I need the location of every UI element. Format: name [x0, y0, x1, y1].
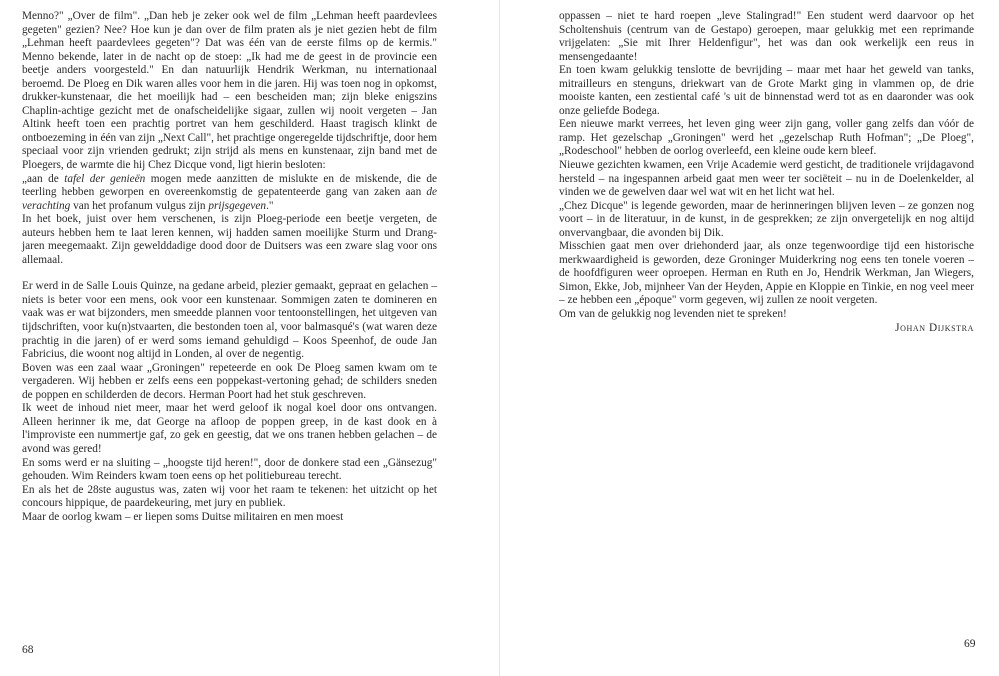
paragraph: Maar de oorlog kwam – er liepen soms Duitse militairen en men moest	[22, 510, 344, 523]
paragraph: In het boek, juist over hem verschenen, is zijn Ploeg-periode een beetje vergeten, de auteurs hebben hem te laat leren kennen, wij hadden samen moeilijke Sturm und Drang-jaren meegemaakt. Zijn gewelddadige dood door de Duitsers was een zware slag voor ons allemaal.	[22, 213, 437, 266]
paragraph: Om van de gelukkig nog levenden niet te spreken!	[559, 308, 787, 321]
paragraph: oppassen – niet te hard roepen „leve Stalingrad!" Een student werd daarvoor op het Scholtenshuis (centrum van de Gestapo) geroepen, maar gelukkig met een reprimande vrijgelaten: „Sie mit Ihrer Heldenfigur", het was dan ook werkelijk een reus in mensengedaante!	[559, 10, 974, 63]
paragraph: „Chez Dicque" is legende geworden, maar de herinneringen blijven leven – ze gonzen nog voort – in de literatuur, in de kunst, in de gesprekken; ze zijn onvergetelijk en nog altijd onvervangbaar, die avonden bij Dik.	[559, 199, 974, 239]
paragraph: Een nieuwe markt verrees, het leven ging weer zijn gang, voller gang zelfs dan vóór de ramp. Het gezelschap „Groningen" werd het „gezelschap Ruth Hofman"; „De Ploeg", „Rodeschool" hebben de oorlog overleefd, een kleine oude kern bleef.	[559, 118, 974, 158]
quote-text: mogen mede aanzitten de mislukte en de miskende, die de teerling hebben geworpen en overeenkomstig de gepatenteerde gang van zaken aan	[22, 172, 437, 199]
quote-italic: de verachting	[22, 186, 437, 212]
paragraph: Boven was een zaal waar „Groningen" repeteerde en ook De Ploeg samen kwam om te vergaderen. Wij hebben er zelfs eens een poppekast-vertoning gehad; de schilders sneden de poppen en schilderden de decors. Herman Poort had het stuk geschreven.	[22, 361, 437, 401]
quote-text: ."	[266, 199, 274, 212]
right-text-column	[559, 10, 974, 335]
page-number: 68	[22, 644, 34, 656]
quote-italic: prijsgegeven	[208, 199, 267, 212]
quote-text: „aan de	[22, 172, 65, 185]
right-page	[500, 0, 999, 676]
paragraph: Misschien gaat men over driehonderd jaar, als onze tegenwoordige tijd een historische merkwaardigheid is geworden, deze Groninger Muiderkring nog eens ten tonele voeren – de hoofdfiguren weer oproepen. Herman en Ruth en Jo, Hendrik Werkman, Jan Wiegers, Simon, Ekke, Job, mijnheer Van der Heyden, Appie en Kloppie en Tinkie, en nog veel meer – ze hebben een „époque" vorm gegeven, wij zullen ze nooit vergeten.	[559, 240, 974, 307]
werkman-quote	[22, 173, 437, 214]
paragraph: Ik weet de inhoud niet meer, maar het werd geloof ik nogal koel door ons ontvangen. Alleen herinner ik me, dat George na afloop de poppen greep, in de kast dook en à l'improviste een nummertje gaf, zo gek en geestig, dat we ons tranen hebben gelachen – de avond was gered!	[22, 402, 437, 455]
paragraph: En als het de 28ste augustus was, zaten wij voor het raam te tekenen: het uitzicht op het concours hippique, de paardekeuring, met jury en publiek.	[22, 483, 437, 510]
page-number: 69	[964, 638, 976, 650]
paragraph: Er werd in de Salle Louis Quinze, na gedane arbeid, plezier gemaakt, gepraat en gelachen – niets is beter voor een mens, ook voor een kunstenaar. Sommigen zaten te domineren en vaak was er wat bijzonders, men smeedde plannen voor tentoonstellingen, het uitgeven van tijdschriften, voor ku(n)stvaarten, die bestonden toen al, voor balmasqué's (wat waren deze prachtig in die jaren) of er werd soms iemand gehuldigd – Koos Speenhof, de oude Jan Fabricius, die woont nog altijd in Londen, al over de negentig.	[22, 280, 437, 361]
left-page	[0, 0, 499, 676]
quote-italic: tafel der genieën	[64, 172, 146, 185]
quote-text: van het profanum vulgus zijn	[70, 199, 209, 212]
author-signature: Johan Dijkstra	[895, 321, 974, 334]
left-text-column	[22, 10, 437, 524]
paragraph: Nieuwe gezichten kwamen, een Vrije Academie werd gesticht, de traditionele vrijdagavond hersteld – na ingespannen arbeid gaat men weer ter sociëteit – nu in de Doelenkelder, al vinden we de gewelven daar wel wat wit en het licht wat hel.	[559, 159, 974, 199]
paragraph: En toen kwam gelukkig tenslotte de bevrijding – maar met haar het geweld van tanks, mitrailleurs en stenguns, driekwart van de Grote Markt ging in vlammen op, de drie mooiste kanten, een zestiental café 's uit de binnenstad werd tot as en daaronder was ook onze geliefde Bodega.	[559, 64, 974, 117]
paragraph: En soms werd er na sluiting – „hoogste tijd heren!", door de donkere stad een „Gänsezug" gehouden. Wim Reinders kwam toen eens op het politiebureau terecht.	[22, 456, 437, 483]
paragraph: Menno?" „Over de film". „Dan heb je zeker ook wel de film „Lehman heeft paardevlees gegeten" gezien? Nee? Hoe kun je dan over de film praten als je niet gezien hebt de film „Lehman heeft paardevlees gegeten"? Dat was één van de eerste films op de kermis." Menno bekende, later in de nacht op de stoep: „Ik had me de geest in de provincie een beetje anders voorgesteld." En dan natuurlijk Hendrik Werkman, nu internationaal beroemd. De Ploeg en Dik waren alles voor hem in die jaren. Hij was toen nog in opkomst, drukker-kunstenaar, die het moeilijk had – een bescheiden man; zijn bleke enigszins Chaplin-achtige gezicht met de onafscheidelijke sigaar, zullen wij nooit vergeten – Jan Altink heeft toen een prachtig portret van hem geschilderd. Haast tragisch klinkt de ontboezeming in één van zijn „Next Call", het prachtige ongeregelde tijdschriftje, door hem speciaal voor zijn vrienden gedrukt; zijn strijd als mens en kunstenaar, zijn band met de Ploegers, de warmte die hij Chez Dicque vond, ligt hierin besloten:	[22, 10, 437, 172]
